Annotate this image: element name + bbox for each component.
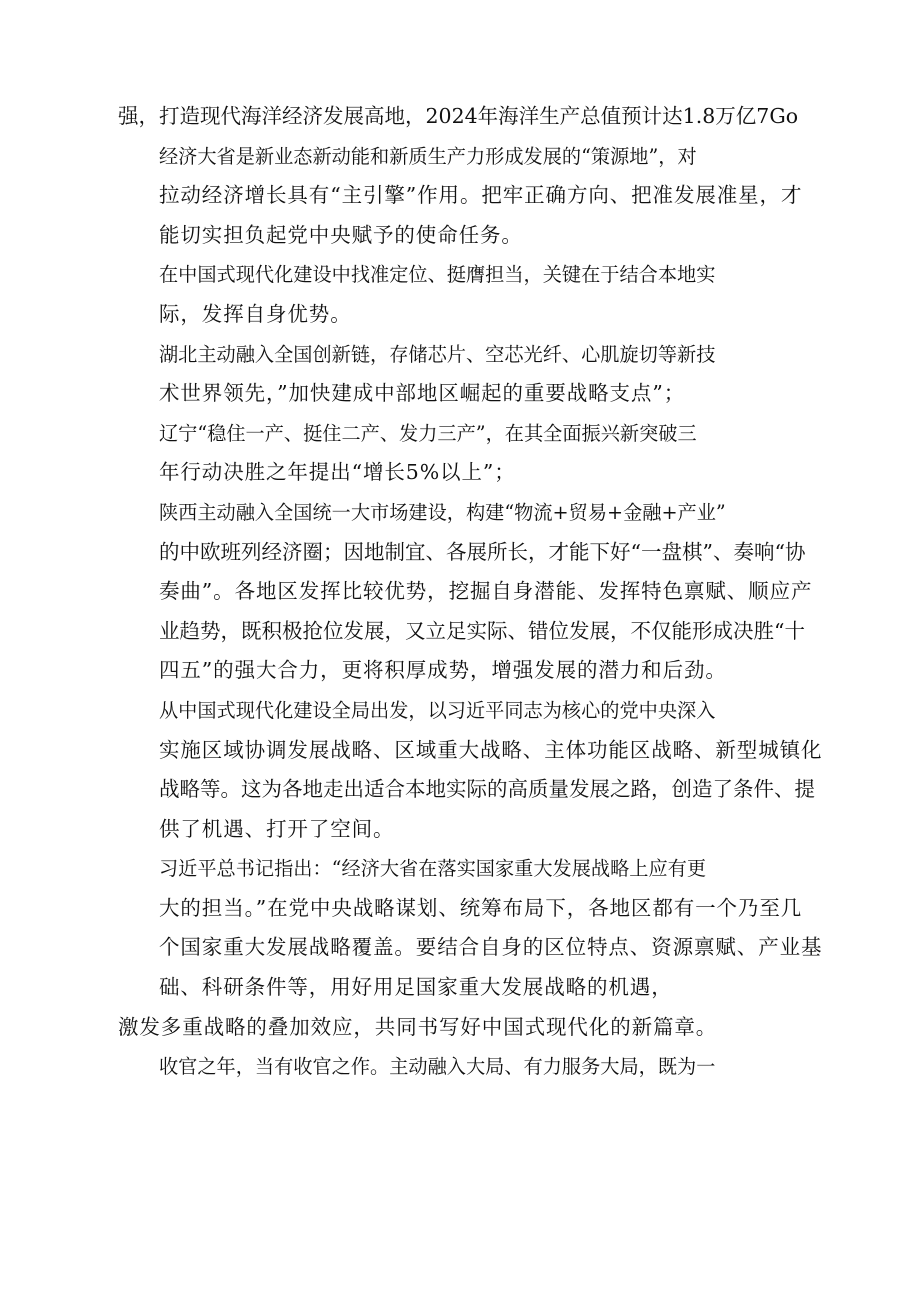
text-line: 激发多重战略的叠加效应，共同书写好中国式现代化的新篇章。	[118, 1014, 718, 1039]
text-line: 在中国式现代化建设中找准定位、挺膺担当，关键在于结合本地实	[159, 263, 716, 287]
paragraph	[118, 137, 824, 256]
text-line: 湖北主动融入全国创新链，存储芯片、空芯光纤、心肌旋切等新技	[159, 342, 716, 366]
paragraph	[118, 849, 824, 1007]
text-line: 习近平总书记指出：“经济大省在落实国家重大发展战略上应有更	[159, 857, 707, 881]
text-line: 能切实担负起党中央赋予的使命任务。	[159, 222, 523, 247]
text-line: 辽宁“稳住一产、挺住二产、发力三产”，在其全面振兴新突破三	[159, 421, 697, 445]
text-line: 奏曲”。各地区发挥比较优势，挖掘自身潜能、发挥特色禀赋、顺应产	[159, 579, 813, 604]
text-line: 供了机遇、打开了空间。	[159, 816, 395, 841]
paragraph	[118, 493, 824, 691]
paragraph	[118, 691, 824, 849]
text-line: 陕西主动融入全国统一大市场建设，构建“物流+贸易+金融+产业”	[159, 500, 726, 524]
text-line: 大的担当。”在党中央战略谋划、统筹布局下，各地区都有一个乃至几	[159, 895, 803, 920]
text-line: 的中欧班列经济圈；因地制宜、各展所长，才能下好“一盘棋”、奏响“协	[159, 539, 806, 564]
paragraph	[118, 414, 824, 493]
paragraph	[118, 1008, 824, 1048]
text-line: 础、科研条件等，用好用足国家重大发展战略的机遇，	[159, 975, 673, 1000]
text-line: 术世界领先，”加快建成中部地区崛起的重要战略支点”；	[159, 381, 686, 406]
text-line: 经济大省是新业态新动能和新质生产力形成发展的“策源地”，对	[159, 144, 697, 168]
text-line: 业趋势，既积极抢位发展，又立足实际、错位发展，不仅能形成决胜“十	[159, 618, 805, 643]
text-line: 个国家重大发展战略覆盖。要结合自身的区位特点、资源禀赋、产业基	[159, 935, 823, 960]
paragraph	[118, 97, 824, 137]
text-line: 从中国式现代化建设全局出发，以习近平同志为核心的党中央深入	[159, 698, 716, 722]
text-line: 拉动经济增长具有“主引擎”作用。把牢正确方向、把准发展准星，才	[159, 183, 803, 208]
document-body	[118, 97, 824, 1087]
text-line: 强，打造现代海洋经济发展高地，2024年海洋生产总值预计达1.8万亿7Go	[118, 104, 799, 128]
text-line: 年行动决胜之年提出“增长5%以上”；	[159, 460, 516, 485]
text-line: 际，发挥自身优势。	[159, 301, 352, 326]
paragraph	[118, 255, 824, 334]
text-line: 实施区域协调发展战略、区域重大战略、主体功能区战略、新型城镇化	[159, 737, 823, 762]
text-line: 战略等。这为各地走出适合本地实际的高质量发展之路，创造了条件、提	[159, 777, 815, 802]
paragraph	[118, 335, 824, 414]
text-line: 收官之年，当有收官之作。主动融入大局、有力服务大局，既为一	[159, 1055, 716, 1079]
text-line: 四五”的强大合力，更将积厚成势，增强发展的潜力和后劲。	[159, 658, 727, 683]
paragraph	[118, 1047, 824, 1087]
